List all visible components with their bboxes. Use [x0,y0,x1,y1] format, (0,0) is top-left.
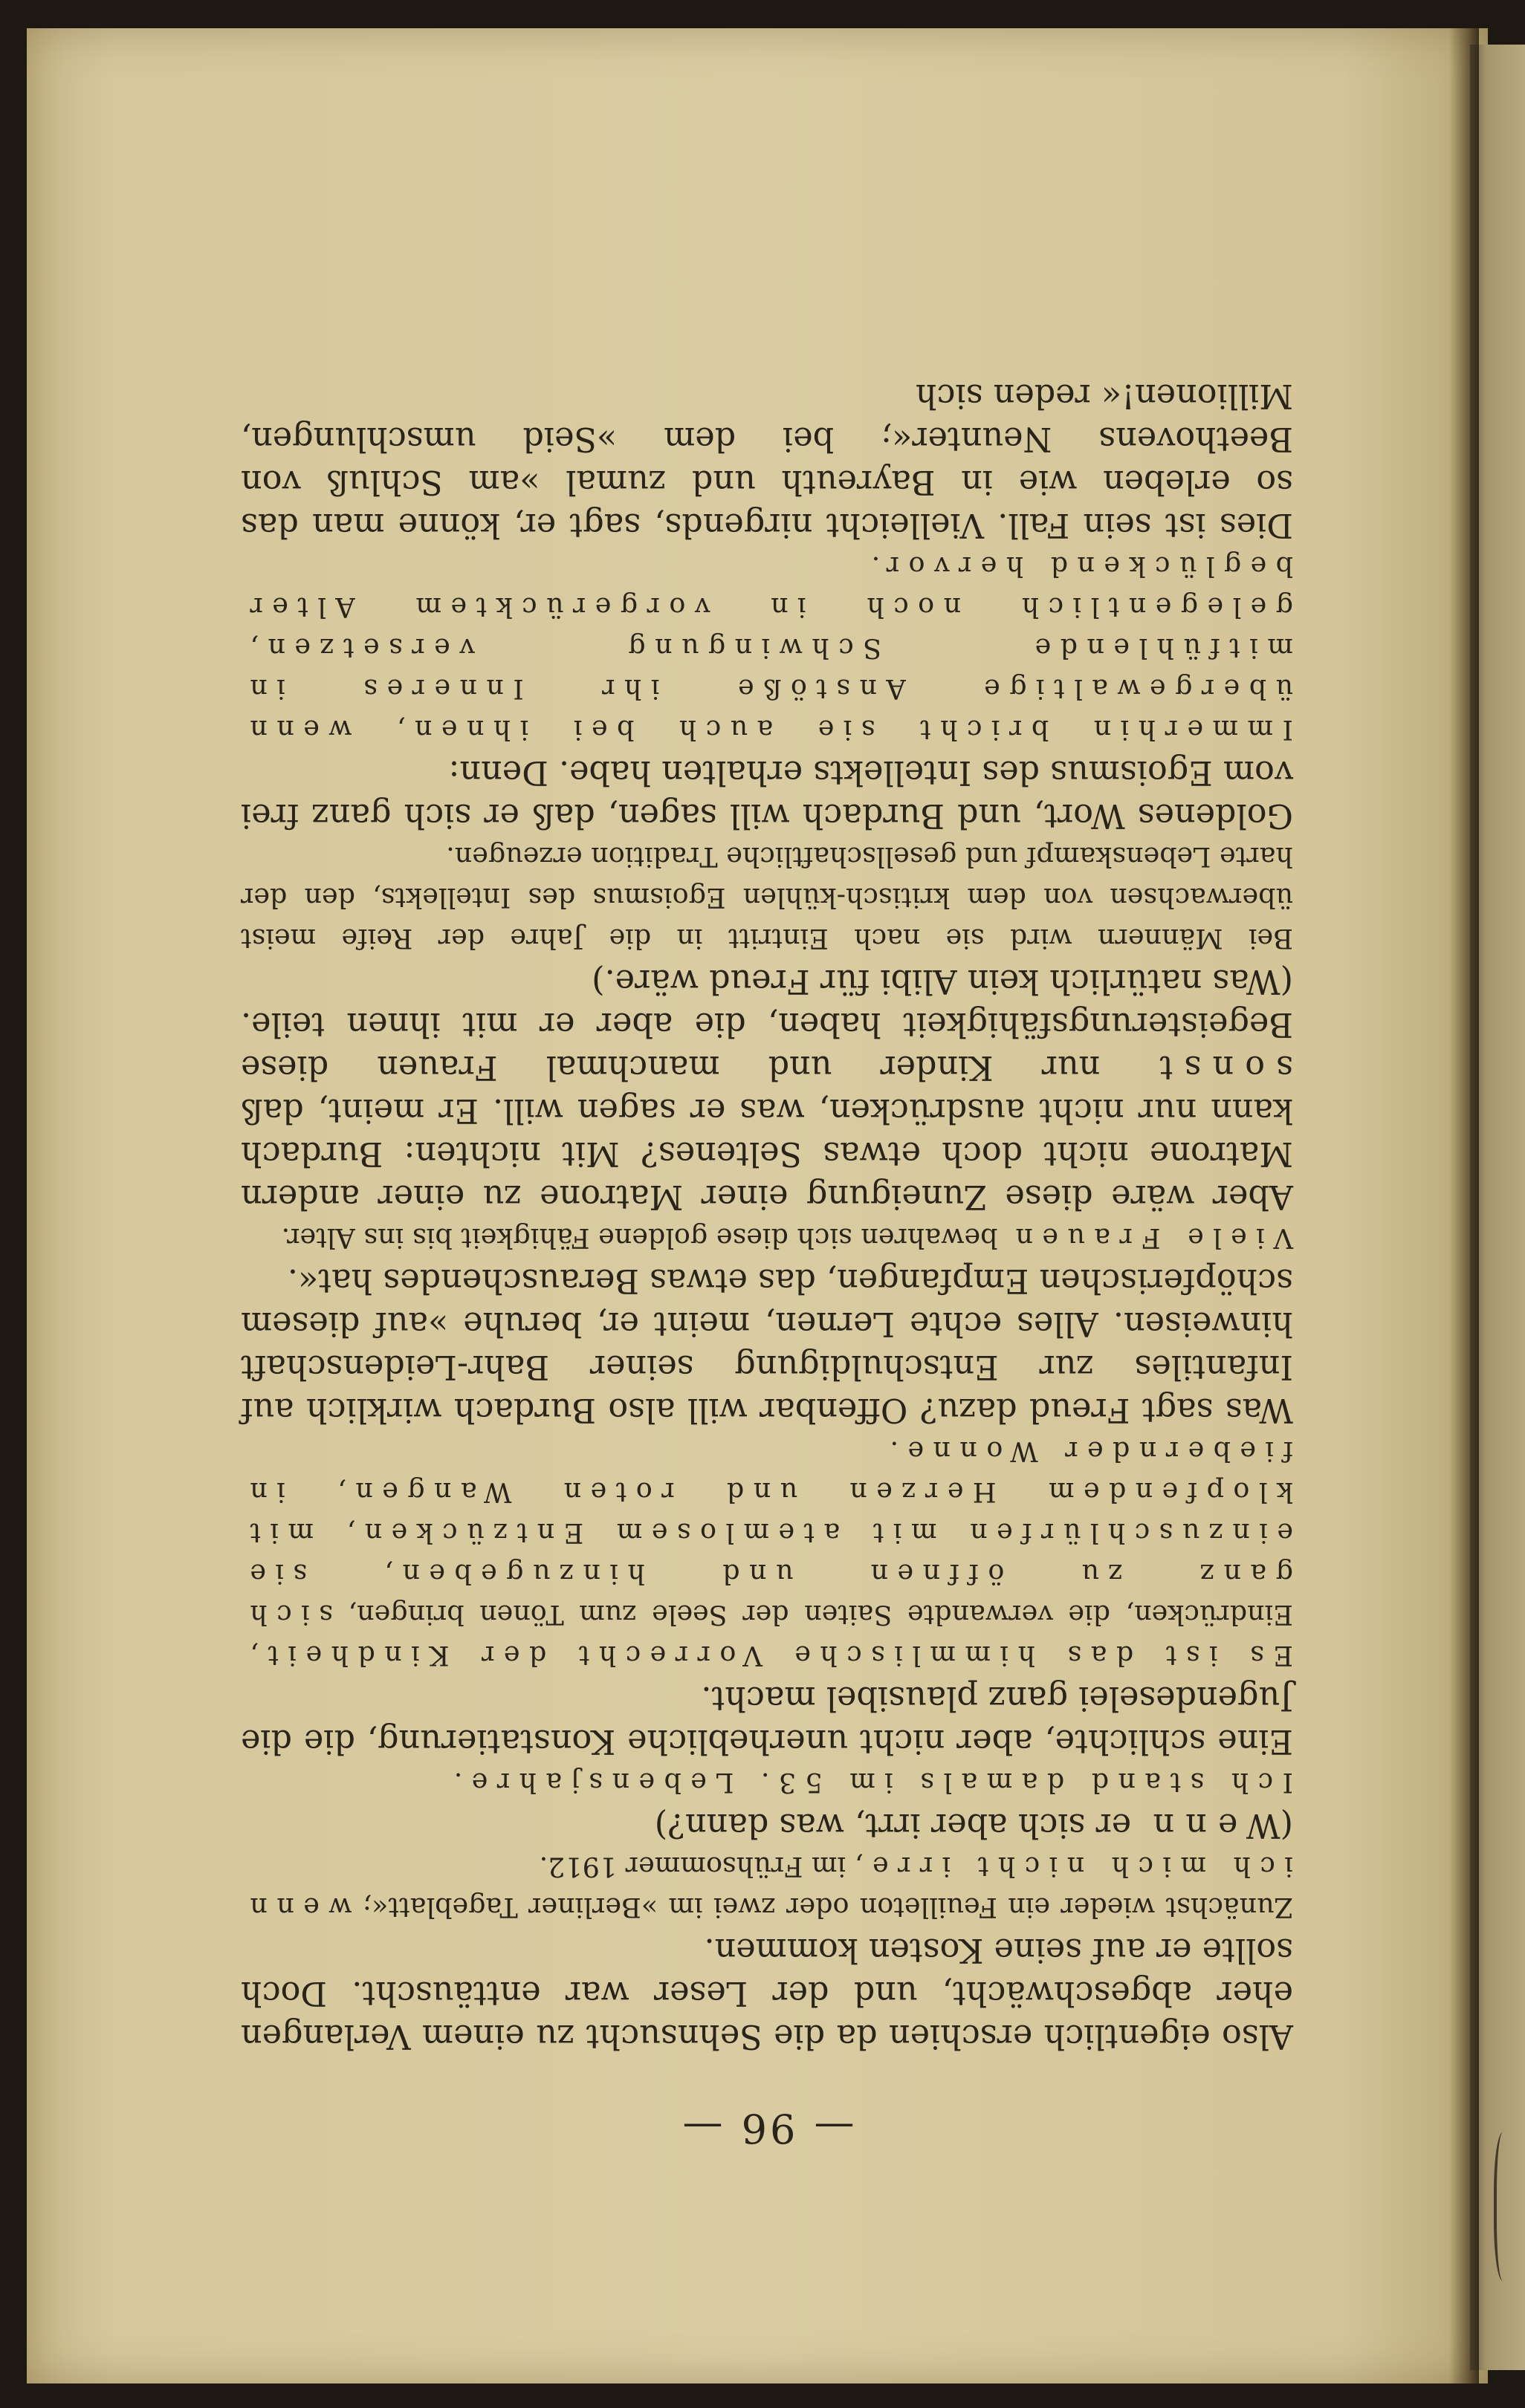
page-edge-mark [1494,2132,1516,2281]
paragraph [241,1803,1293,1846]
text-segment: Bei Männern wird sie nach Eintritt in die Jahre der Reife meist überwachsen von dem kritisch-kühlen Egoismus des Intellekts, den der harte Lebenskampf und gesellschaftliche Tradition erzeugen. [241,841,1293,955]
text-segment: Also eigentlich erschien da die Sehnsucht zu einem Verlangen eher abgeschwächt, und der Leser war enttäuscht. Doch sollte er auf seine Kosten kommen. [241,1931,1293,2055]
paragraph [241,1762,1293,1803]
text-segment: ( [1280,1806,1293,1844]
spaced-text-segment: Es ist das himmlische Vorrecht der Kindheit, [241,1640,1293,1672]
paragraph [241,1676,1293,1762]
paragraph [241,374,1293,546]
text-segment: nur Kinder und manchmal Frauen diese Begeisterungsfähigkeit haben, die aber er mit ihnen teile. (Was natürlich kein Alibi für Freud wäre.) [241,962,1293,1086]
text-segment: Eine schlichte, aber nicht unerhebliche Konstatierung, die die Jugendeselei ganz plausibel macht. [241,1679,1293,1760]
paragraph-list [241,374,1293,2057]
text-segment: bewahren sich diese goldene Fähigkeit bis ins Alter. [281,1222,1007,1254]
paragraph [241,1928,1293,2057]
spaced-text-segment: Viele Frauen [1006,1222,1293,1254]
spaced-text-segment: Immerhin bricht sie auch bei ihnen, wenn übergewaltige Anstöße ihr Inneres in mitfühlende Schwingung versetzen, gelegentlich noch in vorgerücktem Alter beglückend hervor. [241,551,1293,746]
spaced-text-segment: Wenn [1142,1806,1280,1844]
paragraph [241,750,1293,837]
text-segment: Was sagt Freud dazu? Offenbar will also Burdach wirklich auf Infantiles zur Entschuldigung seiner Bahr-Leidenschaft hinweisen. Alles echte Lernen, meint er, beruhe »auf diesem schöpferischen Empfangen, das etwas Berauschendes hat«. [241,1262,1293,1429]
paragraph [241,1218,1293,1259]
text-segment: Aber wäre diese Zuneigung einer Matrone zu einer andern Matrone nicht doch etwas Seltenes? Mit nichten: Burdach kann nur nicht ausdrücken, was er sagen will. Er meint, daß [241,1091,1293,1216]
paragraph [241,959,1293,1218]
spaced-text-segment: sich ganz zu öffnen und hinzugeben, sie einzuschlürfen mit atemlosem Entzücken, mit klopfendem Herzen und roten Wangen, in fiebernder Wonne. [241,1435,1293,1631]
paragraph [241,546,1293,750]
spaced-text-segment: sonst [1148,1048,1293,1086]
spaced-text-segment: wenn ich mich nicht irre [241,1851,1293,1924]
paragraph [241,1259,1293,1431]
text-segment: Dies ist sein Fall. Vielleicht nirgends, sagt er, könne man das so erleben wie in Bayreuth und zumal »am Schluß von Beethovens Neunter«; bei dem »Seid umschlungen, Millionen!« reden sich [241,377,1293,544]
rotated-page-content [27,28,1488,2383]
text-segment: , im Frühsommer 1912. [539,1851,864,1883]
spaced-text-segment: Ich stand damals im 53. Lebensjahre. [444,1767,1293,1799]
text-segment: Zunächst wieder ein Feuilleton oder zwei im »Berliner Tageblatt«; [352,1892,1293,1924]
text-block [241,374,1293,2152]
paragraph [241,1846,1293,1928]
text-segment: Eindrücken, die verwandte Saiten der Seele zum Tönen bringen, [333,1599,1293,1631]
paragraph [241,837,1293,959]
page-number: — 96 — [679,2105,855,2152]
text-segment: Goldenes Wort, und Burdach will sagen, daß er sich ganz frei vom Egoismus des Intellekts erhalten habe. Denn: [241,753,1293,834]
paragraph [241,1431,1293,1676]
text-segment: er sich aber irrt, was dann?) [654,1806,1142,1844]
